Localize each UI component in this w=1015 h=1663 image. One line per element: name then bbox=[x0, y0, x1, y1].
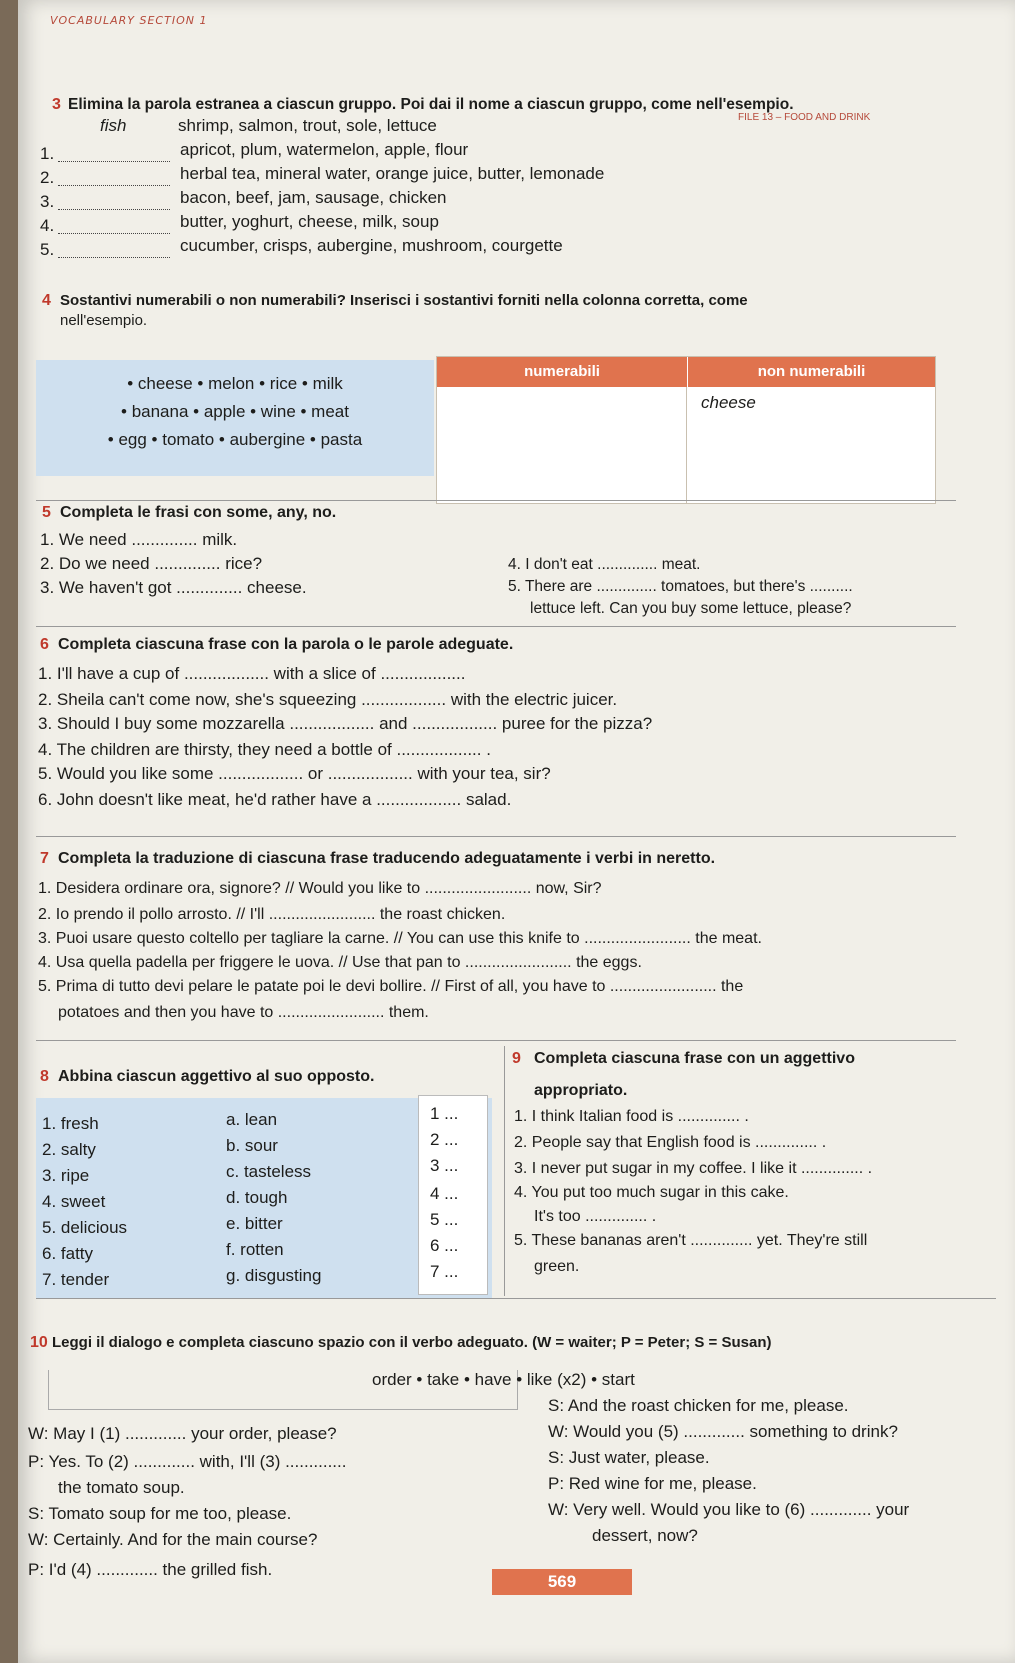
ex10-dialogue-line: dessert, now? bbox=[592, 1526, 698, 1545]
ex4-example-word: cheese bbox=[701, 393, 756, 412]
ex10-dialogue-line[interactable]: W: May I (1) ............. your order, please? bbox=[28, 1424, 337, 1443]
ex7-sentence[interactable]: 5. Prima di tutto devi pelare le patate poi le devi bollire. // First of all, you have to ........................ the bbox=[38, 978, 744, 995]
ex8-opposite: g. disgusting bbox=[226, 1266, 322, 1285]
ex4-words-line: • cheese • melon • rice • milk bbox=[127, 374, 343, 393]
ex10-dialogue-line: S: Tomato soup for me too, please. bbox=[28, 1504, 292, 1523]
ex7-title: Completa la traduzione di ciascuna frase traducendo adeguatamente i verbi in neretto. bbox=[58, 850, 716, 867]
ex3-row-text: butter, yoghurt, cheese, milk, soup bbox=[180, 212, 439, 231]
ex8-answer-slot[interactable]: 5 ... bbox=[430, 1210, 459, 1229]
ex3-row-text: bacon, beef, jam, sausage, chicken bbox=[180, 188, 447, 207]
ex4-uncountable-cell[interactable] bbox=[687, 387, 935, 504]
ex8-answer-slot[interactable]: 3 ... bbox=[430, 1156, 459, 1175]
ex7-sentence-cont[interactable]: potatoes and then you have to ........................ them. bbox=[58, 1004, 429, 1021]
ex8-adjective: 1. fresh bbox=[42, 1114, 99, 1133]
ex5-sentence[interactable]: 3. We haven't got .............. cheese. bbox=[40, 578, 307, 597]
ex3-row-num: 4. bbox=[40, 216, 55, 235]
ex4-countable-cell[interactable] bbox=[437, 387, 687, 504]
ex10-dialogue-line: P: Red wine for me, please. bbox=[548, 1474, 757, 1493]
ex5-sentence[interactable]: 4. I don't eat .............. meat. bbox=[508, 556, 701, 573]
ex9-sentence-cont: green. bbox=[534, 1258, 580, 1275]
ex7-sentence[interactable]: 1. Desidera ordinare ora, signore? // Would you like to ........................ now, Sir? bbox=[38, 880, 602, 897]
ex5-sentence-cont: lettuce left. Can you buy some lettuce, please? bbox=[530, 600, 852, 617]
ex10-dialogue-line: W: Certainly. And for the main course? bbox=[28, 1530, 318, 1549]
ex6-sentence[interactable]: 1. I'll have a cup of .................. with a slice of .................. bbox=[38, 664, 466, 683]
ex7-number: 7 bbox=[40, 850, 49, 867]
ex3-number: 3 bbox=[52, 96, 61, 113]
ex5-sentence[interactable]: 5. There are .............. tomatoes, but there's .......... bbox=[508, 578, 853, 595]
ex3-example-answer: fish bbox=[100, 116, 127, 135]
ex8-opposite: c. tasteless bbox=[226, 1162, 312, 1181]
ex8-adjective: 3. ripe bbox=[42, 1166, 90, 1185]
ex3-answer-blank[interactable] bbox=[58, 148, 170, 167]
column-divider bbox=[504, 1046, 505, 1296]
ex8-opposite: d. tough bbox=[226, 1188, 288, 1207]
ex9-sentence[interactable]: 2. People say that English food is .............. . bbox=[514, 1134, 827, 1151]
ex9-title: Completa ciascuna frase con un aggettivo bbox=[534, 1050, 855, 1067]
workbook-page bbox=[18, 0, 1015, 1663]
ex10-dialogue-line: S: And the roast chicken for me, please. bbox=[548, 1396, 849, 1415]
ex8-title: Abbina ciascun aggettivo al suo opposto. bbox=[58, 1068, 375, 1085]
ex3-row-text: shrimp, salmon, trout, sole, lettuce bbox=[178, 116, 437, 135]
ex6-sentence[interactable]: 2. Sheila can't come now, she's squeezing .................. with the electric juicer. bbox=[38, 690, 618, 709]
ex8-adjective: 6. fatty bbox=[42, 1244, 94, 1263]
ex9-title-cont: appropriato. bbox=[534, 1082, 628, 1099]
ex6-number: 6 bbox=[40, 636, 49, 653]
file-label: FILE 13 – FOOD AND DRINK bbox=[738, 112, 871, 123]
ex9-sentence: 4. You put too much sugar in this cake. bbox=[514, 1184, 789, 1201]
divider bbox=[36, 626, 956, 627]
ex6-title: Completa ciascuna frase con la parola o le parole adeguate. bbox=[58, 636, 514, 653]
divider bbox=[36, 836, 956, 837]
ex8-adjective: 4. sweet bbox=[42, 1192, 106, 1211]
ex8-adjective: 7. tender bbox=[42, 1270, 110, 1289]
ex8-answer-slot[interactable]: 6 ... bbox=[430, 1236, 459, 1255]
ex8-opposite: f. rotten bbox=[226, 1240, 284, 1259]
ex6-sentence[interactable]: 3. Should I buy some mozzarella .................. and .................. puree for the pizza? bbox=[38, 714, 653, 733]
ex4-col-header-uncountable: non numerabili bbox=[687, 357, 935, 387]
ex4-word-box bbox=[36, 360, 434, 476]
ex8-opposite: b. sour bbox=[226, 1136, 278, 1155]
divider bbox=[36, 1298, 996, 1299]
ex10-title: Leggi il dialogo e completa ciascuno spazio con il verbo adeguato. (W = waiter; P = Peter; S = Susan) bbox=[52, 1334, 772, 1351]
ex8-opposite: a. lean bbox=[226, 1110, 278, 1129]
ex9-sentence-cont[interactable]: It's too .............. . bbox=[534, 1208, 657, 1225]
ex10-dialogue-line[interactable]: P: I'd (4) ............. the grilled fish. bbox=[28, 1560, 273, 1579]
section-header: VOCABULARY SECTION 1 bbox=[50, 14, 208, 27]
ex10-dialogue-line[interactable]: P: Yes. To (2) ............. with, I'll (3) ............. bbox=[28, 1452, 347, 1471]
ex10-dialogue-line: the tomato soup. bbox=[58, 1478, 185, 1497]
ex3-row-num: 3. bbox=[40, 192, 55, 211]
ex8-opposite: e. bitter bbox=[226, 1214, 283, 1233]
ex3-answer-blank[interactable] bbox=[58, 220, 170, 239]
ex3-answer-blank[interactable] bbox=[58, 244, 170, 263]
ex8-answer-slot[interactable]: 2 ... bbox=[430, 1130, 459, 1149]
ex3-row-text: herbal tea, mineral water, orange juice, butter, lemonade bbox=[180, 164, 605, 183]
ex3-row-text: apricot, plum, watermelon, apple, flour bbox=[180, 140, 469, 159]
ex5-number: 5 bbox=[42, 504, 51, 521]
ex8-adjective: 2. salty bbox=[42, 1140, 96, 1159]
ex7-sentence[interactable]: 3. Puoi usare questo coltello per tagliare la carne. // You can use this knife to ........................ the meat. bbox=[38, 930, 762, 947]
ex9-sentence[interactable]: 3. I never put sugar in my coffee. I like it .............. . bbox=[514, 1160, 873, 1177]
ex3-answer-blank[interactable] bbox=[58, 196, 170, 215]
ex8-number: 8 bbox=[40, 1068, 49, 1085]
ex9-sentence[interactable]: 5. These bananas aren't .............. yet. They're still bbox=[514, 1232, 868, 1249]
ex6-sentence[interactable]: 6. John doesn't like meat, he'd rather have a .................. salad. bbox=[38, 790, 512, 809]
ex3-answer-blank[interactable] bbox=[58, 172, 170, 191]
ex8-answer-slot[interactable]: 7 ... bbox=[430, 1262, 459, 1281]
ex7-sentence[interactable]: 2. Io prendo il pollo arrosto. // I'll ........................ the roast chicken. bbox=[38, 906, 506, 923]
ex10-dialogue-line[interactable]: W: Very well. Would you like to (6) ............. your bbox=[548, 1500, 910, 1519]
ex3-row-num: 1. bbox=[40, 144, 55, 163]
ex8-answer-slot[interactable]: 1 ... bbox=[430, 1104, 459, 1123]
ex9-number: 9 bbox=[512, 1050, 521, 1067]
page-number: 569 bbox=[492, 1569, 632, 1595]
ex8-adjective: 5. delicious bbox=[42, 1218, 128, 1237]
ex4-words-line: • banana • apple • wine • meat bbox=[121, 402, 349, 421]
ex10-dialogue-line[interactable]: W: Would you (5) ............. something to drink? bbox=[548, 1422, 898, 1441]
ex4-words-line: • egg • tomato • aubergine • pasta bbox=[107, 430, 363, 449]
ex10-dialogue-line: S: Just water, please. bbox=[548, 1448, 710, 1467]
ex4-title-cont: nell'esempio. bbox=[60, 312, 148, 329]
ex3-row-num: 5. bbox=[40, 240, 55, 259]
ex6-sentence[interactable]: 5. Would you like some .................. or .................. with your tea, sir? bbox=[38, 764, 551, 783]
ex3-row-num: 2. bbox=[40, 168, 55, 187]
ex4-col-header-countable: numerabili bbox=[437, 357, 687, 387]
ex5-sentence[interactable]: 1. We need .............. milk. bbox=[40, 530, 238, 549]
ex4-number: 4 bbox=[42, 292, 51, 309]
ex7-sentence[interactable]: 4. Usa quella padella per friggere le uova. // Use that pan to ........................ the eggs. bbox=[38, 954, 642, 971]
divider bbox=[36, 1040, 956, 1041]
divider bbox=[36, 500, 956, 501]
ex8-answer-slot[interactable]: 4 ... bbox=[430, 1184, 459, 1203]
ex10-word-list: order • take • have • like (x2) • start bbox=[372, 1370, 635, 1389]
ex10-number: 10 bbox=[30, 1334, 48, 1351]
ex5-sentence[interactable]: 2. Do we need .............. rice? bbox=[40, 554, 263, 573]
ex5-title: Completa le frasi con some, any, no. bbox=[60, 504, 337, 521]
ex9-sentence[interactable]: 1. I think Italian food is .............. . bbox=[514, 1108, 749, 1125]
ex3-row-text: cucumber, crisps, aubergine, mushroom, courgette bbox=[180, 236, 563, 255]
ex4-table bbox=[436, 356, 936, 504]
ex3-title: Elimina la parola estranea a ciascun gruppo. Poi dai il nome a ciascun gruppo, come nell'esempio. bbox=[68, 96, 794, 113]
ex6-sentence[interactable]: 4. The children are thirsty, they need a bottle of .................. . bbox=[38, 740, 491, 759]
ex4-title: Sostantivi numerabili o non numerabili? Inserisci i sostantivi forniti nella colonna corretta, come bbox=[60, 292, 748, 309]
